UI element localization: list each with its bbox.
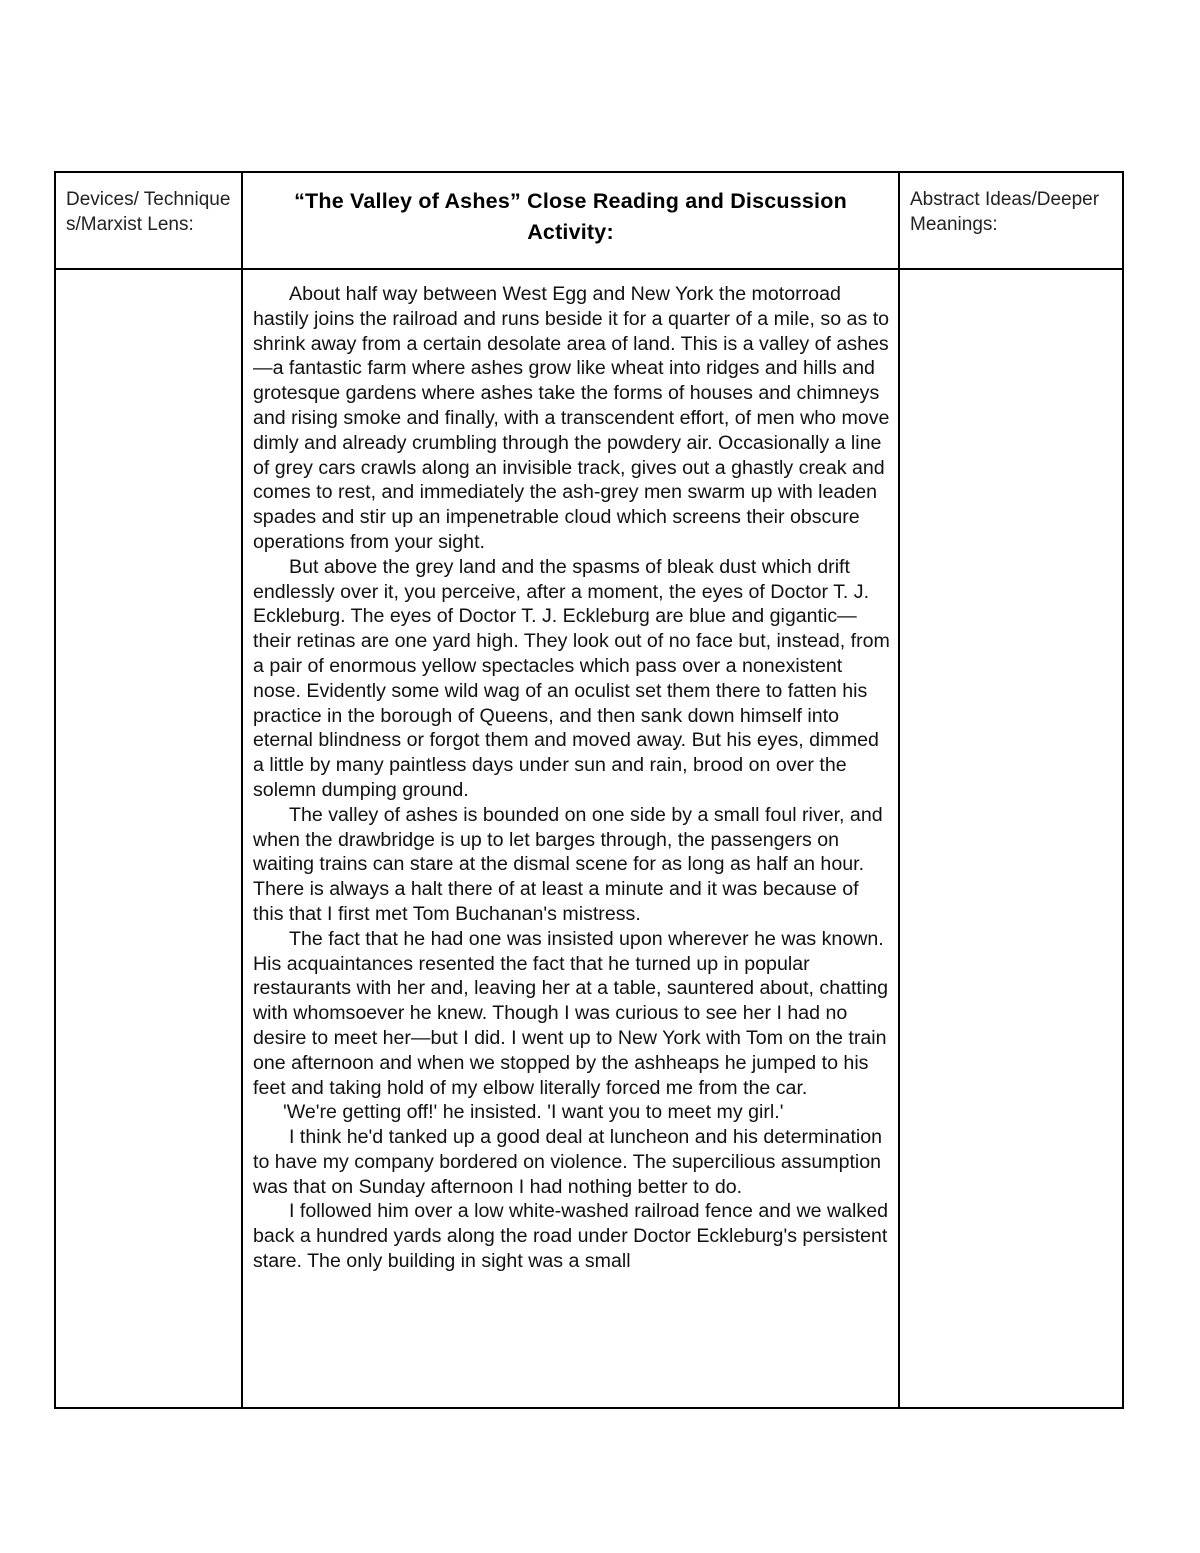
devices-header-cell (55, 172, 242, 269)
abstract-ideas-notes-cell (899, 269, 1123, 1408)
header-row (55, 172, 1123, 269)
abstract-ideas-header-cell (899, 172, 1123, 269)
body-row (55, 269, 1123, 1408)
passage-text (243, 270, 898, 1390)
passage-paragraph: I followed him over a low white-washed railroad fence and we walked back a hundred yards along the road under Doctor Eckleburg's persistent stare. The only building in sight was a small (253, 1200, 889, 1273)
title-header-cell (242, 172, 899, 269)
passage-paragraph: But above the grey land and the spasms of bleak dust which drift endlessly over it, you perceive, after a moment, the eyes of Doctor T. J. Eckleburg. The eyes of Doctor T. J. Eckleburg are blue and gigantic—their retinas are one yard high. They look out of no face but, instead, from a pair of enormous yellow spectacles which pass over a nonexistent nose. Evidently some wild wag of an oculist set them there to fatten his practice in the borough of Queens, and then sank down himself into eternal blindness or forgot them and moved away. But his eyes, dimmed a little by many paintless days under sun and rain, brood on over the solemn dumping ground. (253, 555, 890, 801)
devices-notes-area (56, 270, 241, 1407)
passage-paragraph: The fact that he had one was insisted upon wherever he was known. His acquaintances resented the fact that he turned up in popular restaurants with her and, leaving her at a table, sauntered about, chatting with whomsoever he knew. Though I was curious to see her I had no desire to meet her—but I did. I went up to New York with Tom on the train one afternoon and when we stopped by the ashheaps he jumped to his feet and taking hold of my elbow literally forced me from the car. (253, 927, 889, 1099)
devices-header-label: Devices/ Techniques/Marxist Lens: (66, 189, 231, 235)
close-reading-table (54, 171, 1124, 1409)
passage-paragraph: The valley of ashes is bounded on one side by a small foul river, and when the drawbridge is up to let barges through, the passengers on waiting trains can stare at the dismal scene for as long as half an hour. There is always a halt there of at least a minute and it was because of this that I first met Tom Buchanan's mistress. (253, 803, 883, 925)
abstract-ideas-notes-area (900, 270, 1122, 1407)
abstract-ideas-header-label: Abstract Ideas/Deeper Meanings: (910, 189, 1100, 235)
activity-title: “The Valley of Ashes” Close Reading and Discussion Activity: (294, 189, 847, 244)
passage-paragraph: 'We're getting off!' he insisted. 'I want you to meet my girl.' (283, 1101, 784, 1124)
devices-notes-cell (55, 269, 242, 1408)
passage-paragraph: I think he'd tanked up a good deal at luncheon and his determination to have my company bordered on violence. The supercilious assumption was that on Sunday afternoon I had nothing better to do. (253, 1126, 883, 1198)
passage-paragraph: About half way between West Egg and New York the motorroad hastily joins the railroad and runs beside it for a quarter of a mile, so as to shrink away from a certain desolate area of land. This is a valley of ashes—a fantastic farm where ashes grow like wheat into ridges and hills and grotesque gardens where ashes take the forms of houses and chimneys and rising smoke and finally, with a transcendent effort, of men who move dimly and already crumbling through the powdery air. Occasionally a line of grey cars crawls along an invisible track, gives out a ghastly creak and comes to rest, and immediately the ash-grey men swarm up with leaden spades and stir up an impenetrable cloud which screens their obscure operations from your sight. (253, 283, 890, 553)
passage-cell (242, 269, 899, 1408)
